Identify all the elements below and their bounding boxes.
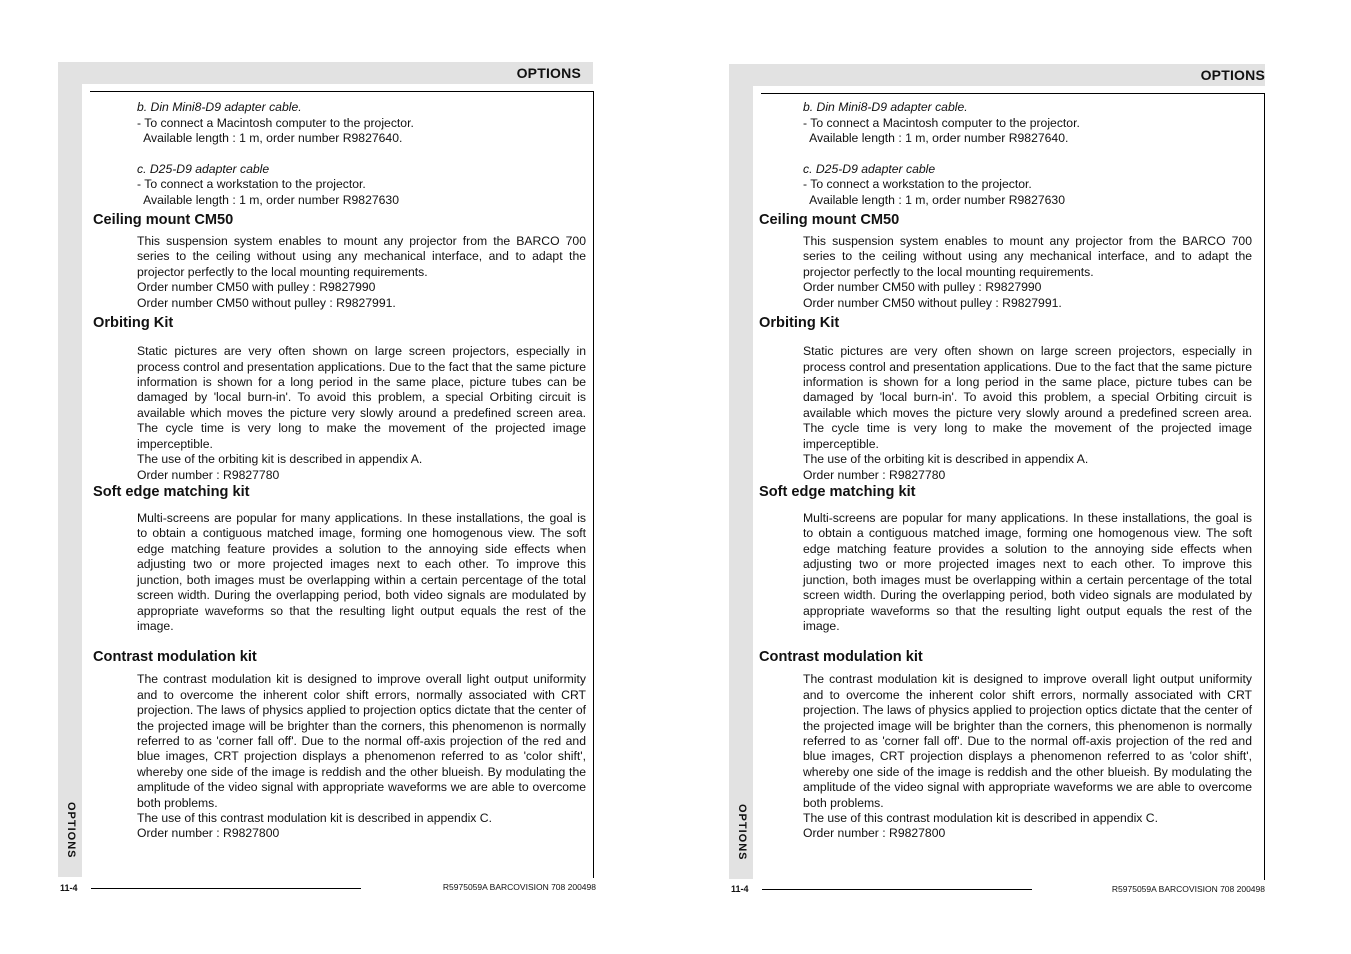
cable-c — [803, 162, 1252, 209]
cable-b — [137, 100, 586, 147]
cable-b — [803, 100, 1252, 147]
footer-reference: R5975059A BARCOVISION 708 200498 — [442, 882, 596, 892]
cable-c-line-1: - To connect a workstation to the projector. — [137, 177, 366, 191]
orbiting-title: Orbiting Kit — [759, 315, 840, 332]
frame-top-rule — [761, 93, 1265, 94]
cable-b-line-2: Available length : 1 m, order number R9827640. — [137, 131, 403, 145]
cable-c-line-2: Available length : 1 m, order number R9827630 — [137, 192, 399, 207]
content-area — [759, 100, 1252, 842]
right-page — [729, 0, 1289, 954]
ceiling-body: This suspension system enables to mount any projector from the BARCO 700 series to the ceiling without using any mechanical interface, and to adapt the projector perfectly to the local mounting requirements. — [803, 234, 1252, 279]
header-bar — [753, 64, 1265, 86]
page-number: 11-4 — [60, 883, 78, 893]
orbiting-line-1: The use of the orbiting kit is described in appendix A. — [803, 452, 1089, 467]
cable-b-line-2: Available length : 1 m, order number R9827640. — [803, 131, 1069, 145]
side-label: OPTIONS — [736, 804, 748, 861]
cable-c-title: c. D25-D9 adapter cable — [803, 161, 936, 176]
frame-top-rule — [90, 91, 594, 92]
cable-b-line-1: - To connect a Macintosh computer to the projector. — [137, 115, 414, 130]
orbiting-line-2: Order number : R9827780 — [803, 467, 946, 482]
cable-b-title: b. Din Mini8-D9 adapter cable. — [137, 100, 302, 114]
ceiling-order-1: Order number CM50 with pulley : R9827990 — [137, 280, 376, 295]
contrast-line-2: Order number : R9827800 — [137, 826, 280, 841]
ceiling-order-2: Order number CM50 without pulley : R9827991. — [803, 295, 1062, 310]
side-bar — [58, 62, 82, 877]
footer-rule — [91, 888, 361, 889]
contrast-body: The contrast modulation kit is designed to improve overall light output uniformity and to overcome the inherent color shift errors, normally associated with CRT projection. The laws of physics applied to projection optics dictate that the center of the projected image will be brighter than the corners, this phenomenon is normally referred to as 'corner fall off'. Due to the normal off-axis projection of the red and blue images, CRT projection displays a phenomenon referred to as 'color shift', whereby one side of the image is reddish and the other blueish. By modulating the amplitude of the video signal with appropriate waveforms we are able to overcome both problems. — [803, 672, 1252, 810]
contrast-line-1: The use of this contrast modulation kit is described in appendix C. — [137, 810, 492, 825]
frame-right-rule — [593, 91, 594, 878]
left-page — [58, 0, 618, 954]
content-area — [93, 100, 586, 842]
orbiting-body: Static pictures are very often shown on large screen projectors, especially in process control and presentation applications. Due to the fact that the same picture information is shown for a long period in the same place, picture tubes can be damaged by 'local burn-in'. To avoid this problem, a special Orbiting circuit is available which moves the picture very slowly around a predefined screen area. The cycle time is very long to make the movement of the projected image imperceptible. — [803, 344, 1252, 451]
ceiling-title: Ceiling mount CM50 — [759, 212, 900, 228]
ceiling-order-1: Order number CM50 with pulley : R9827990 — [803, 280, 1042, 295]
ceiling-order-2: Order number CM50 without pulley : R9827991. — [137, 295, 396, 310]
orbiting-body: Static pictures are very often shown on large screen projectors, especially in process control and presentation applications. Due to the fact that the same picture information is shown for a long period in the same place, picture tubes can be damaged by 'local burn-in'. To avoid this problem, a special Orbiting circuit is available which moves the picture very slowly around a predefined screen area. The cycle time is very long to make the movement of the projected image imperceptible. — [137, 344, 586, 451]
cable-c-line-1: - To connect a workstation to the projector. — [803, 177, 1032, 191]
footer-reference: R5975059A BARCOVISION 708 200498 — [1111, 884, 1265, 894]
header-title: OPTIONS — [516, 65, 581, 81]
ceiling-body: This suspension system enables to mount any projector from the BARCO 700 series to the ceiling without using any mechanical interface, and to adapt the projector perfectly to the local mounting requirements. — [137, 234, 586, 279]
orbiting-line-2: Order number : R9827780 — [137, 467, 280, 482]
contrast-title: Contrast modulation kit — [759, 649, 923, 666]
cable-c — [137, 162, 586, 209]
contrast-title: Contrast modulation kit — [93, 649, 257, 666]
footer-rule — [762, 889, 1032, 890]
soft-edge-body: Multi-screens are popular for many applications. In these installations, the goal is to obtain a contiguous matched image, forming one homogenous view. The soft edge matching feature provides a solution to the annoying side effects when adjusting two or more projected images next to each other. To improve this junction, both images must be overlapping within a certain percentage of the total screen width. During the overlapping period, both video signals are modulated by appropriate waveforms so that the resulting light output equals the rest of the image. — [137, 511, 586, 633]
cable-c-title: c. D25-D9 adapter cable — [137, 161, 270, 176]
cable-c-line-2: Available length : 1 m, order number R9827630 — [803, 192, 1065, 207]
soft-edge-body: Multi-screens are popular for many applications. In these installations, the goal is to obtain a contiguous matched image, forming one homogenous view. The soft edge matching feature provides a solution to the annoying side effects when adjusting two or more projected images next to each other. To improve this junction, both images must be overlapping within a certain percentage of the total screen width. During the overlapping period, both video signals are modulated by appropriate waveforms so that the resulting light output equals the rest of the image. — [803, 511, 1252, 633]
cable-b-line-1: - To connect a Macintosh computer to the projector. — [803, 115, 1080, 130]
contrast-line-2: Order number : R9827800 — [803, 826, 946, 841]
orbiting-title: Orbiting Kit — [93, 315, 174, 332]
soft-edge-title: Soft edge matching kit — [759, 484, 916, 501]
page-number: 11-4 — [731, 884, 749, 894]
header-title: OPTIONS — [1200, 67, 1265, 83]
cable-b-title: b. Din Mini8-D9 adapter cable. — [803, 100, 968, 114]
side-label: OPTIONS — [65, 802, 77, 859]
orbiting-line-1: The use of the orbiting kit is described in appendix A. — [137, 452, 423, 467]
side-bar — [729, 64, 753, 879]
contrast-line-1: The use of this contrast modulation kit is described in appendix C. — [803, 810, 1158, 825]
contrast-body: The contrast modulation kit is designed to improve overall light output uniformity and to overcome the inherent color shift errors, normally associated with CRT projection. The laws of physics applied to projection optics dictate that the center of the projected image will be brighter than the corners, this phenomenon is normally referred to as 'corner fall off'. Due to the normal off-axis projection of the red and blue images, CRT projection displays a phenomenon referred to as 'color shift', whereby one side of the image is reddish and the other blueish. By modulating the amplitude of the video signal with appropriate waveforms we are able to overcome both problems. — [137, 672, 586, 810]
ceiling-title: Ceiling mount CM50 — [93, 212, 234, 228]
soft-edge-title: Soft edge matching kit — [93, 484, 250, 501]
frame-right-rule — [1264, 93, 1265, 880]
